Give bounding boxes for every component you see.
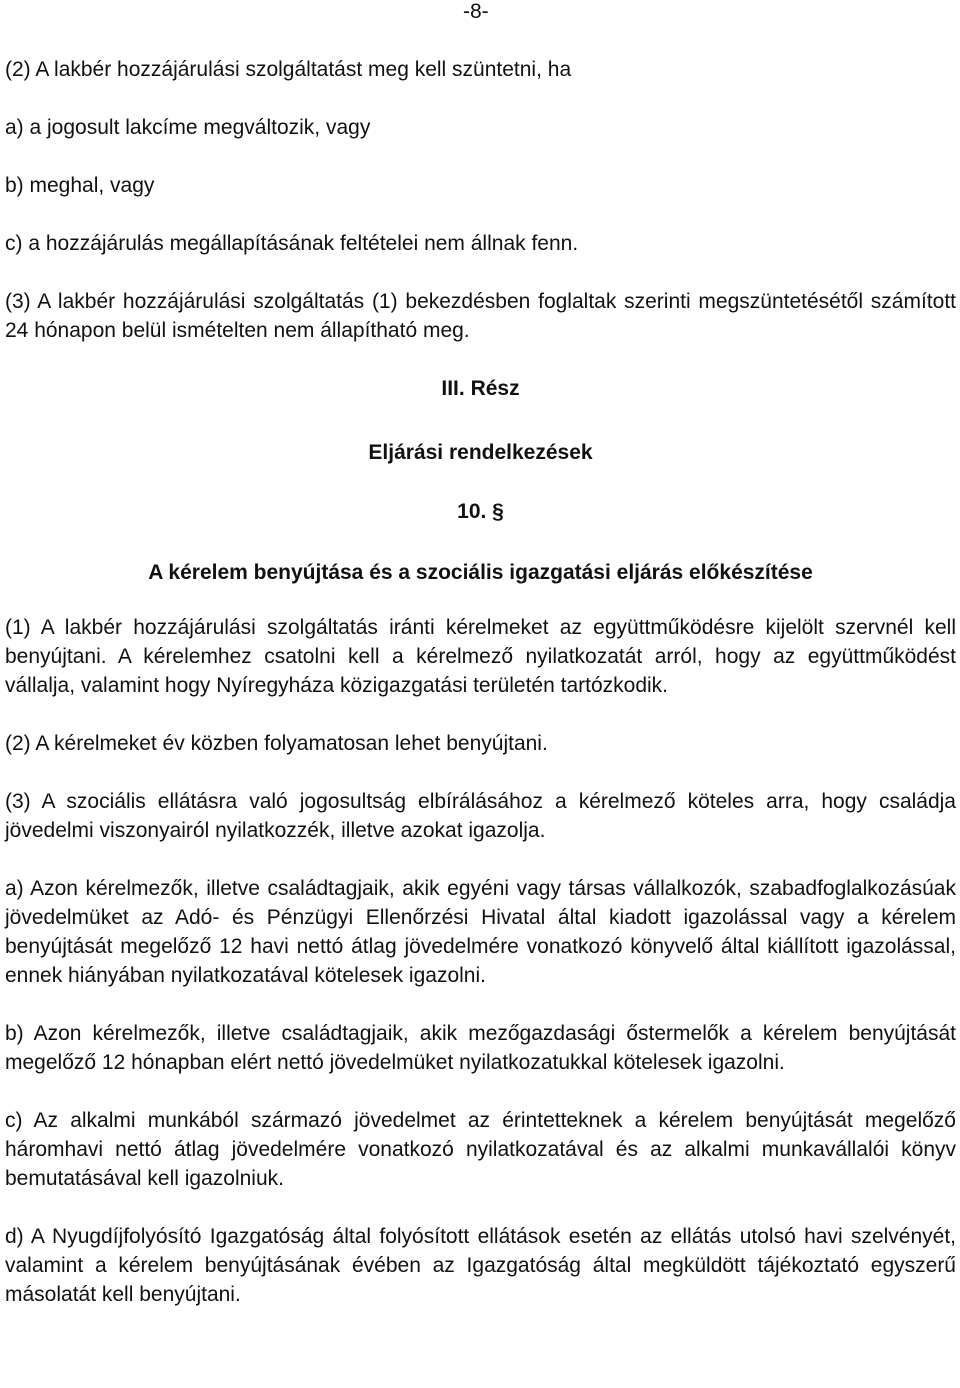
paragraph-2-continuous: (2) A kérelmeket év közben folyamatosan lehet benyújtani. <box>5 732 548 755</box>
paragraph-3-waiting-period: (3) A lakbér hozzájárulási szolgáltatás (1) bekezdésben foglaltak szerinti megszüntetésétől számított 24 hónapon belül ismételten nem állapítható meg. <box>5 290 956 342</box>
item-a-address-change: a) a jogosult lakcíme megváltozik, vagy <box>5 116 371 139</box>
item-c-casual-work: c) Az alkalmi munkából származó jövedelmet az érintetteknek a kérelem benyújtását megelőző háromhavi nettó átlag jövedelmére vonatkozó nyilatkozatával és az alkalmi munkavállalói könyv bemutatásával kell igazolniuk. <box>5 1109 956 1190</box>
document-body <box>5 55 956 1309</box>
section-title: A kérelem benyújtása és a szociális igazgatási eljárás előkészítése <box>148 561 813 584</box>
part-heading: III. Rész <box>441 377 520 400</box>
paragraph-2-termination: (2) A lakbér hozzájárulási szolgáltatást meg kell szüntetni, ha <box>5 58 572 81</box>
item-b-death: b) meghal, vagy <box>5 174 155 197</box>
item-a-entrepreneurs: a) Azon kérelmezők, illetve családtagjaik, akik egyéni vagy társas vállalkozók, szabadfoglalkozásúak jövedelmüket az Adó- és Pénzügyi Ellenőrzési Hivatal által kiadott igazolással vagy a kérelem benyújtását megelőző 12 havi nettó átlag jövedelmére vonatkozó könyvelő által kiállított igazolással, ennek hiányában nyilatkozatával kötelesek igazolni. <box>5 877 956 987</box>
paragraph-1-submission: (1) A lakbér hozzájárulási szolgáltatás iránti kérelmeket az együttműködésre kijelölt szervnél kell benyújtani. A kérelemhez csatolni kell a kérelmező nyilatkozatát arról, hogy az együttműködést vállalja, valamint hogy Nyíregyháza közigazgatási területén tartózkodik. <box>5 616 956 697</box>
paragraph-3-income-statement: (3) A szociális ellátásra való jogosultság elbírálásához a kérelmező köteles arra, hogy családja jövedelmi viszonyairól nyilatkozzék, illetve azokat igazolja. <box>5 790 956 842</box>
item-c-conditions: c) a hozzájárulás megállapításának feltételei nem állnak fenn. <box>5 232 579 255</box>
item-b-farmers: b) Azon kérelmezők, illetve családtagjaik, akik mezőgazdasági őstermelők a kérelem benyújtását megelőző 12 hónapban elért nettó jövedelmüket nyilatkozatukkal kötelesek igazolni. <box>5 1022 956 1074</box>
page-number: -8- <box>463 0 489 23</box>
part-title: Eljárási rendelkezések <box>368 441 593 464</box>
section-number: 10. § <box>457 500 504 523</box>
item-d-pension: d) A Nyugdíjfolyósító Igazgatóság által folyósított ellátások esetén az ellátás utolsó havi szelvényét, valamint a kérelem benyújtásának évében az Igazgatóság által megküldött tájékoztató egyszerű másolatát kell benyújtani. <box>5 1225 956 1306</box>
